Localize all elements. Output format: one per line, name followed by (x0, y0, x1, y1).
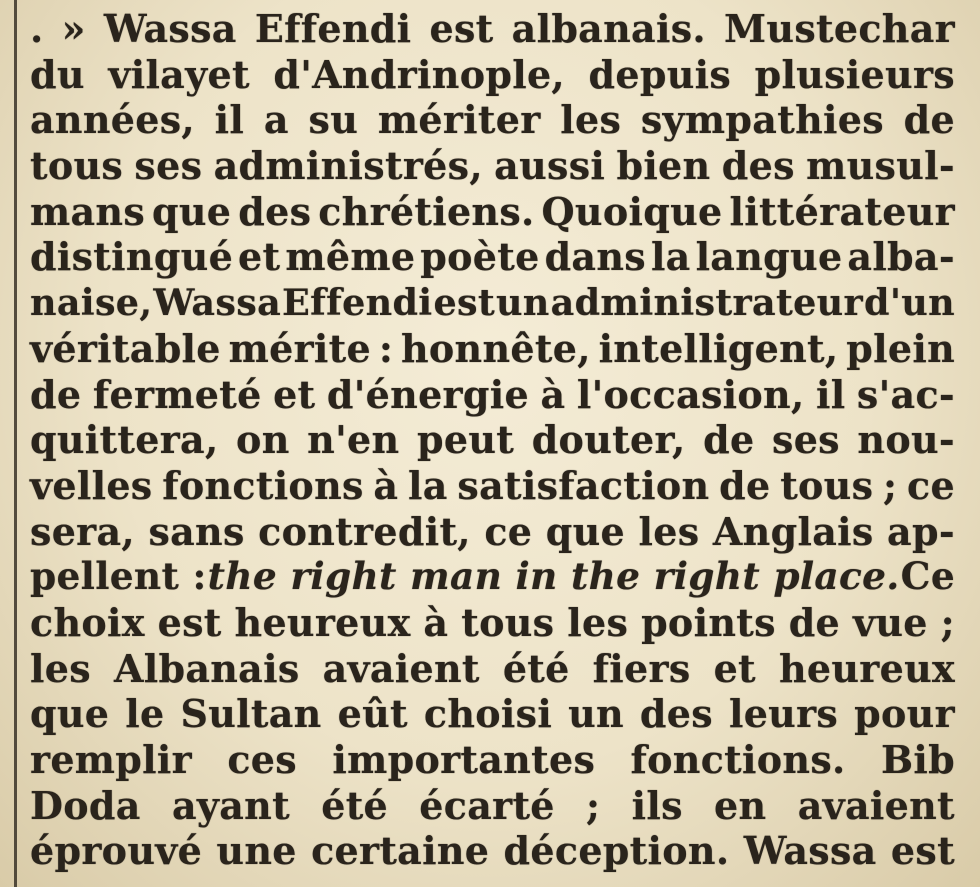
word: ses (772, 417, 840, 463)
word: des (721, 143, 795, 189)
text-line (30, 6, 955, 52)
word: ; (940, 599, 955, 645)
word: ap- (887, 508, 955, 554)
text-line (30, 372, 955, 418)
word: ce (907, 462, 955, 508)
text-line (30, 417, 955, 463)
word: naise, (30, 281, 153, 325)
word: que (545, 508, 625, 554)
word: chrétiens. (318, 188, 535, 234)
word: que (30, 691, 110, 737)
word: fonctions (162, 462, 364, 508)
word: musul- (806, 143, 955, 189)
word: quittera, (30, 417, 219, 463)
text-line (30, 280, 955, 326)
word: intelligent, (598, 325, 839, 371)
word: remplir (30, 737, 192, 782)
word: Doda (30, 782, 141, 828)
word: dans (544, 234, 646, 280)
text-segment: pellent : (30, 554, 207, 599)
word: du (30, 51, 85, 97)
word: mérite (228, 325, 371, 371)
word: l'occasion, (576, 371, 805, 417)
word: Wassa (103, 6, 237, 51)
word: mériter (377, 97, 541, 143)
word: Bib (880, 737, 955, 782)
word: Anglais (712, 508, 874, 554)
word: tous (780, 462, 874, 508)
word: peut (417, 417, 515, 463)
text-line (30, 97, 955, 143)
word: d'un (864, 281, 955, 325)
word: su (308, 97, 359, 143)
word: Quoique (541, 188, 723, 234)
word: » (61, 6, 86, 51)
word: ; (586, 782, 601, 828)
word: distingué (30, 234, 234, 280)
word: Sultan (180, 691, 322, 737)
word: à (373, 462, 399, 508)
word: le (125, 691, 165, 737)
word: déception. (503, 828, 730, 874)
word: n'en (307, 417, 400, 463)
text-line (30, 691, 955, 737)
word: ; (883, 462, 898, 508)
word: un (495, 281, 550, 325)
word: et (713, 645, 756, 691)
word: langue (695, 234, 843, 280)
word: véritable (30, 325, 221, 371)
word: des (639, 691, 713, 737)
word: ces (227, 737, 297, 782)
word: plusieurs (754, 51, 955, 97)
word: est (890, 828, 955, 874)
word: ils (631, 782, 683, 828)
word: honnête, (400, 325, 591, 371)
word: vilayet (108, 51, 250, 97)
word: à (423, 599, 449, 645)
text-line (30, 828, 955, 874)
word: ce (484, 508, 533, 554)
text-line (30, 737, 955, 783)
word: en (714, 782, 767, 828)
word: s'ac- (856, 371, 955, 417)
word: douter, (531, 417, 686, 463)
word: vue (852, 599, 928, 645)
word: . (30, 6, 44, 51)
text-line (30, 554, 955, 600)
word: littérateur (729, 188, 955, 234)
word: Effendi (282, 281, 433, 325)
text-line (30, 646, 955, 692)
word: des (238, 188, 312, 234)
word: fiers (592, 645, 691, 691)
word: un (568, 691, 624, 737)
word: administrateur (550, 281, 864, 325)
word: est (433, 281, 495, 325)
text-segment: Ce (900, 554, 955, 599)
word: sans (148, 508, 245, 554)
word: Wassa (743, 828, 877, 874)
word: tous (30, 143, 124, 189)
word: plein (846, 325, 955, 371)
word: certaine (311, 828, 490, 874)
word: tous (461, 599, 555, 645)
word: été (502, 645, 570, 691)
text-line (30, 52, 955, 98)
word: il (815, 371, 846, 417)
word: bien (616, 143, 711, 189)
word: les (567, 599, 629, 645)
word: avaient (797, 782, 955, 828)
word: albanais. (511, 6, 706, 51)
word: : (378, 325, 394, 371)
word: et (273, 371, 316, 417)
word: a (263, 97, 289, 143)
word: pour (854, 691, 955, 737)
word: sympathies (640, 97, 884, 143)
word: Effendi (254, 6, 412, 51)
word: poète (420, 234, 540, 280)
word: heureux (778, 645, 955, 691)
word: aussi (494, 143, 606, 189)
word: on (236, 417, 290, 463)
word: avaient (322, 645, 480, 691)
word: d'Andrinople, (273, 51, 565, 97)
word: les (560, 97, 622, 143)
word: Albanais (113, 645, 300, 691)
word: mans (30, 188, 146, 234)
word: choisi (423, 691, 553, 737)
word: nou- (857, 417, 955, 463)
word: et (238, 234, 281, 280)
text-line (30, 463, 955, 509)
text-line (30, 509, 955, 555)
word: une (216, 828, 297, 874)
column-rule (14, 0, 17, 887)
word: administrés, (213, 143, 483, 189)
word: fonctions. (630, 737, 846, 782)
word: de (788, 599, 841, 645)
word: années, (30, 97, 195, 143)
word: la (650, 234, 691, 280)
word: fermeté (92, 371, 262, 417)
text-line (30, 143, 955, 189)
word: les (638, 508, 700, 554)
word: choix (30, 599, 145, 645)
word: de (703, 417, 755, 463)
text-line (30, 600, 955, 646)
word: éprouvé (30, 828, 203, 874)
word: de (903, 97, 955, 143)
italic-phrase: the right man in the right place. (207, 554, 900, 599)
word: d'énergie (326, 371, 529, 417)
word: de (30, 371, 82, 417)
word: points (641, 599, 776, 645)
word: alba- (847, 234, 955, 280)
word: ayant (171, 782, 290, 828)
word: satisfaction (457, 462, 710, 508)
word: eût (337, 691, 408, 737)
word: été (321, 782, 389, 828)
word: ses (134, 143, 203, 189)
word: écarté (419, 782, 555, 828)
word: contredit, (258, 508, 471, 554)
word: heureux (234, 599, 411, 645)
word: velles (30, 462, 153, 508)
word: à (540, 371, 566, 417)
word: sera, (30, 508, 135, 554)
word: Mustechar (724, 6, 955, 51)
word: de (719, 462, 771, 508)
word: est (429, 6, 494, 51)
word: Wassa (153, 281, 282, 325)
word: il (214, 97, 245, 143)
text-line (30, 326, 955, 372)
word: la (408, 462, 448, 508)
text-line (30, 234, 955, 280)
article-text (30, 6, 955, 874)
word: les (30, 645, 91, 691)
word: même (285, 234, 416, 280)
word: est (157, 599, 222, 645)
text-line (30, 189, 955, 235)
word: que (152, 188, 232, 234)
word: depuis (588, 51, 732, 97)
word: importantes (332, 737, 596, 782)
text-line (30, 783, 955, 829)
word: leurs (728, 691, 839, 737)
